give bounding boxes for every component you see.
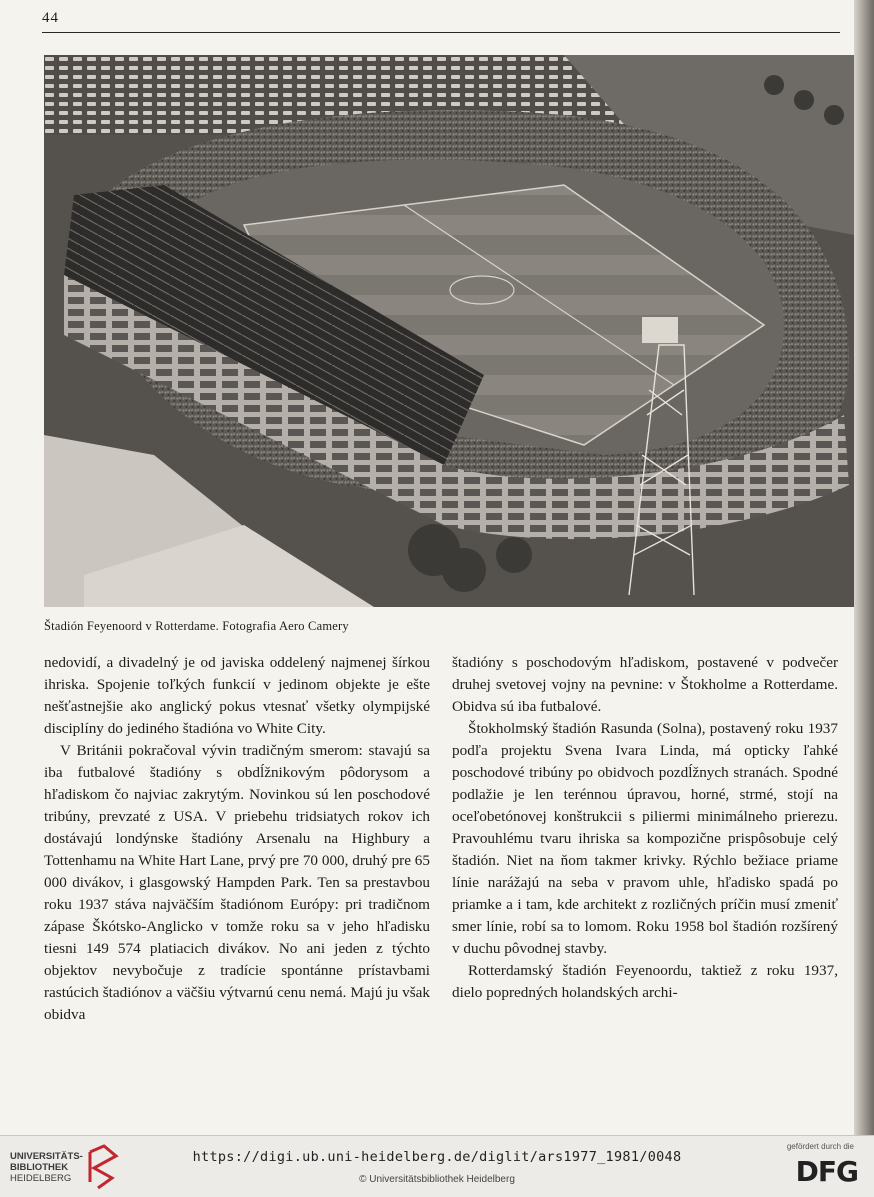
stadium-photo [44,55,854,607]
photo-caption: Štadión Feyenoord v Rotterdame. Fotografia Aero Camery [44,619,349,633]
text-column-right [452,652,838,1004]
library-name-line: UNIVERSITÄTS- [10,1151,83,1162]
page-number: 44 [42,10,59,26]
text-column-left [44,652,430,1026]
stadium-illustration [44,55,854,607]
library-name-line: HEIDELBERG [10,1173,72,1184]
library-name-line: BIBLIOTHEK [10,1162,69,1173]
paragraph: Rotterdamský štadión Feyenoordu, taktiež z roku 1937, dielo popredných holandských archi- [452,962,838,1001]
document-url-link[interactable]: https://digi.ub.uni-heidelberg.de/diglit/ars1977_1981/0048 [192,1149,682,1165]
funding-label: gefördert durch die [786,1142,854,1151]
footer-bar [0,1135,874,1197]
copyright-notice: © Universitätsbibliothek Heidelberg [359,1174,515,1185]
paragraph: V Británii pokračoval vývin tradičným smerom: stavajú sa iba futbalové štadióny s obdĺžnikovým pôdorysom a hľadiskom čo najviac zakrytým. Novinkou sú len poschodové tribúny, prevzaté z USA. V priebehu tridsiatych rokov ich dostávajú londýnske štadióny Arsenalu na Highbury a Tottenhamu na White Hart Lane, prvý pre 70 000, druhý pre 65 000 divákov, i glasgowský Hampden Park. Ten sa prestavbou roku 1937 stáva najväčším štadiónom Európy: pri tradičnom zápase Škótsko-Anglicko v tomže roku sa v jeho hľadisku tiesni 149 574 platiacich divákov. No ani jeden z týchto objektov nevybočuje z tradície spontánne prístavbami rastúcich štadiónov a väčšiu výtvarnú cenu nemá. Majú ju však obidva [44,742,430,1023]
dfg-logo: DFG [795,1155,858,1188]
paragraph: štadióny s poschodovým hľadiskom, postavené v podvečer druhej svetovej vojny na pevnine: v Štokholme a Rotterdame. Obidva sú iba futbalové. [452,654,838,715]
paragraph: nedovidí, a divadelný je od javiska oddelený najmenej šírkou ihriska. Spojenie toľkých funkcií v jedinom objekte je ešte nešťastnejšie ako anglický pokus vtesnať všetky olympijské disciplíny do jediného štadióna vo White City. [44,654,430,737]
paragraph: Štokholmský štadión Rasunda (Solna), postavený roku 1937 podľa projektu Svena Ivara Linda, má opticky ľahké poschodové tribúny po obidvoch pozdĺžnych stranách. Spodné podlažie je len terénnou úpravou, horné, strmé, stojí na oceľobetónovej konštrukcii s piliermi minimálneho prierezu. Pravouhlému tvaru ihriska sa kompozične prispôsobuje celý štadión. Niet na ňom takmer krivky. Rýchlo bežiace priame línie narážajú na seba v pravom uhle, hľadisko spadá po priamke a i tam, kde architekt z rozličných príčin musí zmeniť smer línie, robí sa to lomom. Roku 1958 bol štadión rozšírený v duchu pôvodnej stavby. [452,720,838,957]
page-edge [854,0,874,1135]
header-rule [42,32,840,33]
